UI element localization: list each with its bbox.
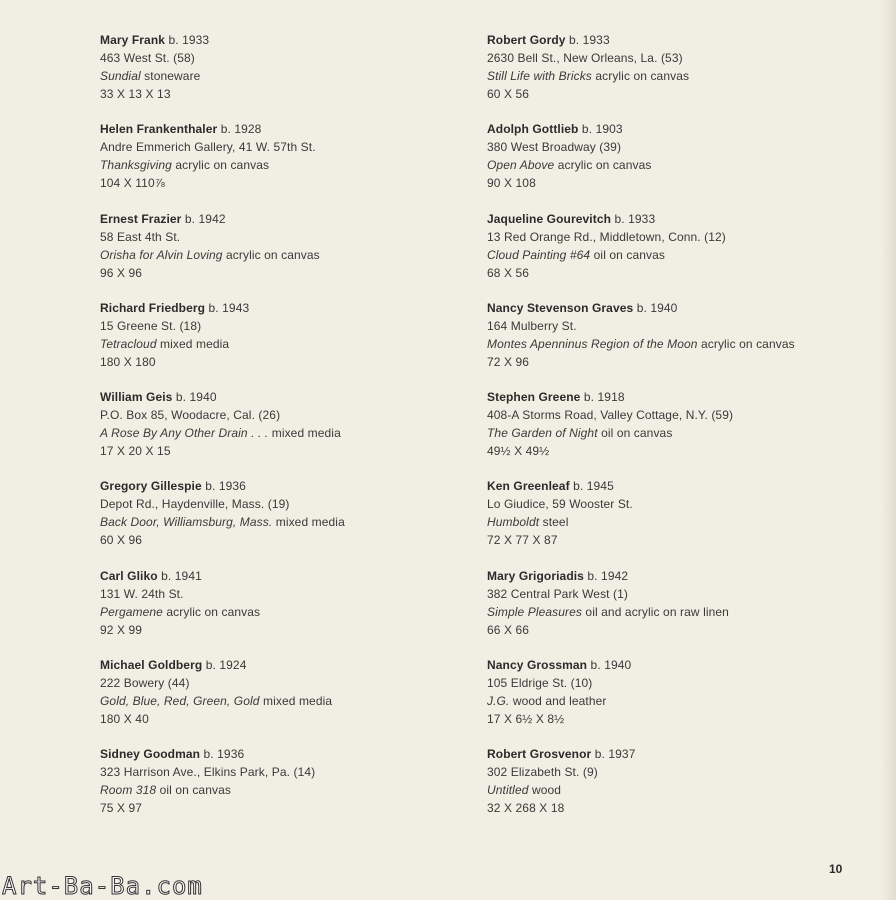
artwork-medium: oil and acrylic on raw linen (585, 604, 729, 619)
artwork-dimensions: 49½ X 49½ (487, 444, 550, 459)
artwork-dimensions: 33 X 13 X 13 (100, 87, 171, 101)
artwork-title: Montes Apenninus Region of the Moon (487, 336, 698, 351)
birth-year: b. 1943 (208, 300, 250, 315)
artwork-dimensions: 90 X 108 (487, 176, 536, 191)
artist-name: Stephen Greene (487, 390, 581, 405)
birth-year: b. 1945 (573, 479, 614, 494)
artwork-dimensions: 60 X 96 (100, 533, 143, 548)
artist-address: 13 Red Orange Rd., Middletown, Conn. (12) (487, 229, 726, 244)
artist-entry (100, 388, 470, 477)
artwork-medium: acrylic on canvas (166, 604, 261, 619)
artwork-title: A Rose By Any Other Drain . . . (100, 426, 269, 441)
artwork-medium: acrylic on canvas (175, 158, 270, 173)
artist-name: Ernest Frazier (100, 211, 182, 226)
artwork-title: Back Door, Williamsburg, Mass. (100, 515, 273, 530)
artist-address: 164 Mulberry St. (487, 318, 577, 333)
artist-name: Robert Gordy (487, 33, 566, 47)
birth-year: b. 1936 (203, 747, 245, 762)
artwork-dimensions: 72 X 77 X 87 (487, 533, 558, 548)
artist-entry (100, 656, 470, 745)
artwork-dimensions: 32 X 268 X 18 (487, 801, 565, 816)
artwork-dimensions: 75 X 97 (100, 801, 143, 816)
artist-address: 2630 Bell St., New Orleans, La. (53) (487, 51, 683, 65)
artist-name: Richard Friedberg (100, 300, 206, 315)
artwork-medium: mixed media (160, 336, 230, 351)
artist-entry (487, 299, 887, 388)
birth-year: b. 1940 (590, 658, 632, 673)
artist-entry (100, 31, 470, 120)
watermark: Art-Ba-Ba.com (2, 872, 203, 900)
artwork-medium: oil on canvas (159, 783, 231, 798)
artist-name: Ken Greenleaf (487, 479, 570, 494)
artist-address: 323 Harrison Ave., Elkins Park, Pa. (14) (100, 765, 316, 780)
artist-address: 131 W. 24th St. (100, 586, 184, 601)
artist-entry (487, 656, 887, 745)
artist-address: 302 Elizabeth St. (9) (487, 765, 598, 780)
artist-entry (487, 210, 887, 299)
artwork-title: Tetracloud (100, 336, 157, 351)
artwork-dimensions: 17 X 20 X 15 (100, 444, 171, 459)
artwork-dimensions: 66 X 66 (487, 622, 530, 637)
artwork-title: Cloud Painting #64 (487, 247, 591, 262)
artist-name: Mary Grigoriadis (487, 568, 584, 583)
artwork-medium: mixed media (263, 694, 333, 709)
artist-entry (100, 567, 470, 656)
birth-year: b. 1937 (594, 747, 636, 762)
artwork-dimensions: 60 X 56 (487, 87, 530, 101)
artwork-medium: acrylic on canvas (595, 69, 690, 83)
birth-year: b. 1933 (568, 33, 610, 47)
artwork-medium: mixed media (275, 515, 345, 530)
artist-name: Jaqueline Gourevitch (487, 211, 612, 226)
artwork-title: Simple Pleasures (487, 604, 582, 619)
artwork-title: Humboldt (487, 515, 540, 530)
artist-address: 15 Greene St. (18) (100, 318, 202, 333)
artwork-title: Room 318 (100, 783, 157, 798)
artist-name: Michael Goldberg (100, 658, 203, 673)
birth-year: b. 1940 (175, 390, 217, 405)
artist-name: Robert Grosvenor (487, 747, 592, 762)
artist-address: P.O. Box 85, Woodacre, Cal. (26) (100, 408, 281, 423)
artwork-medium: oil on canvas (601, 426, 673, 441)
artwork-title: Pergamene (100, 604, 163, 619)
artist-address: Lo Giudice, 59 Wooster St. (487, 497, 633, 512)
page-number: 10 (829, 862, 843, 876)
artwork-title: Sundial (100, 69, 141, 83)
birth-year: b. 1940 (636, 300, 678, 315)
artwork-medium: wood (531, 783, 562, 798)
artwork-medium: wood and leather (512, 694, 607, 709)
artist-name: Nancy Grossman (487, 658, 588, 673)
artist-name: William Geis (100, 390, 173, 405)
artwork-title: Open Above (487, 158, 555, 173)
artist-name: Helen Frankenthaler (100, 122, 218, 137)
artwork-dimensions: 180 X 40 (100, 712, 149, 727)
artist-address: 58 East 4th St. (100, 229, 181, 244)
artwork-medium: acrylic on canvas (557, 158, 652, 173)
artwork-dimensions: 96 X 96 (100, 265, 143, 280)
artwork-medium: acrylic on canvas (700, 336, 795, 351)
artist-entry (487, 31, 887, 120)
artist-name: Gregory Gillespie (100, 479, 202, 494)
artwork-medium: oil on canvas (593, 247, 665, 262)
artwork-medium: acrylic on canvas (226, 247, 320, 262)
artist-address: Andre Emmerich Gallery, 41 W. 57th St. (100, 140, 316, 155)
artist-entry (100, 120, 470, 209)
birth-year: b. 1928 (220, 122, 262, 137)
artwork-title: The Garden of Night (487, 426, 598, 441)
right-column (487, 31, 887, 835)
artwork-dimensions: 92 X 99 (100, 622, 143, 637)
artist-name: Adolph Gottlieb (487, 122, 579, 137)
artist-name: Nancy Stevenson Graves (487, 300, 634, 315)
artist-entry (487, 745, 887, 834)
artwork-title: Untitled (487, 783, 529, 798)
artwork-title: Thanksgiving (100, 158, 172, 173)
artwork-medium: mixed media (271, 426, 341, 441)
artist-entry (487, 120, 887, 209)
artist-name: Sidney Goodman (100, 747, 201, 762)
artist-name: Carl Gliko (100, 568, 158, 583)
artist-address: 105 Eldrige St. (10) (487, 676, 593, 691)
artist-entry (100, 299, 470, 388)
artist-entry (487, 567, 887, 656)
birth-year: b. 1924 (205, 658, 247, 673)
birth-year: b. 1918 (583, 390, 625, 405)
artwork-dimensions: 72 X 96 (487, 354, 530, 369)
birth-year: b. 1942 (184, 211, 226, 226)
artwork-dimensions: 180 X 180 (100, 354, 156, 369)
artist-address: 222 Bowery (44) (100, 676, 190, 691)
artwork-dimensions: 68 X 56 (487, 265, 530, 280)
artist-address: Depot Rd., Haydenville, Mass. (19) (100, 497, 290, 512)
birth-year: b. 1936 (205, 479, 246, 494)
artwork-dimensions: 104 X 110⅞ (100, 176, 165, 191)
artist-entry (100, 477, 470, 566)
artist-name: Mary Frank (100, 33, 166, 47)
artwork-medium: stoneware (144, 69, 201, 83)
left-column (100, 31, 470, 835)
artwork-title: J.G. (487, 694, 510, 709)
artist-address: 408-A Storms Road, Valley Cottage, N.Y. (59) (487, 408, 734, 423)
artist-address: 463 West St. (58) (100, 51, 195, 65)
artwork-title: Still Life with Bricks (487, 69, 592, 83)
artist-entry (487, 388, 887, 477)
birth-year: b. 1941 (161, 568, 202, 583)
artwork-title: Gold, Blue, Red, Green, Gold (100, 694, 260, 709)
birth-year: b. 1933 (168, 33, 210, 47)
artist-entry (100, 210, 470, 299)
artist-entry (487, 477, 887, 566)
birth-year: b. 1903 (581, 122, 623, 137)
artwork-title: Orisha for Alvin Loving (100, 247, 223, 262)
birth-year: b. 1933 (614, 211, 656, 226)
artist-address: 380 West Broadway (39) (487, 140, 622, 155)
artist-entry (100, 745, 470, 834)
artwork-medium: steel (542, 515, 569, 530)
artwork-dimensions: 17 X 6½ X 8½ (487, 712, 565, 727)
artist-address: 382 Central Park West (1) (487, 586, 628, 601)
birth-year: b. 1942 (587, 568, 629, 583)
